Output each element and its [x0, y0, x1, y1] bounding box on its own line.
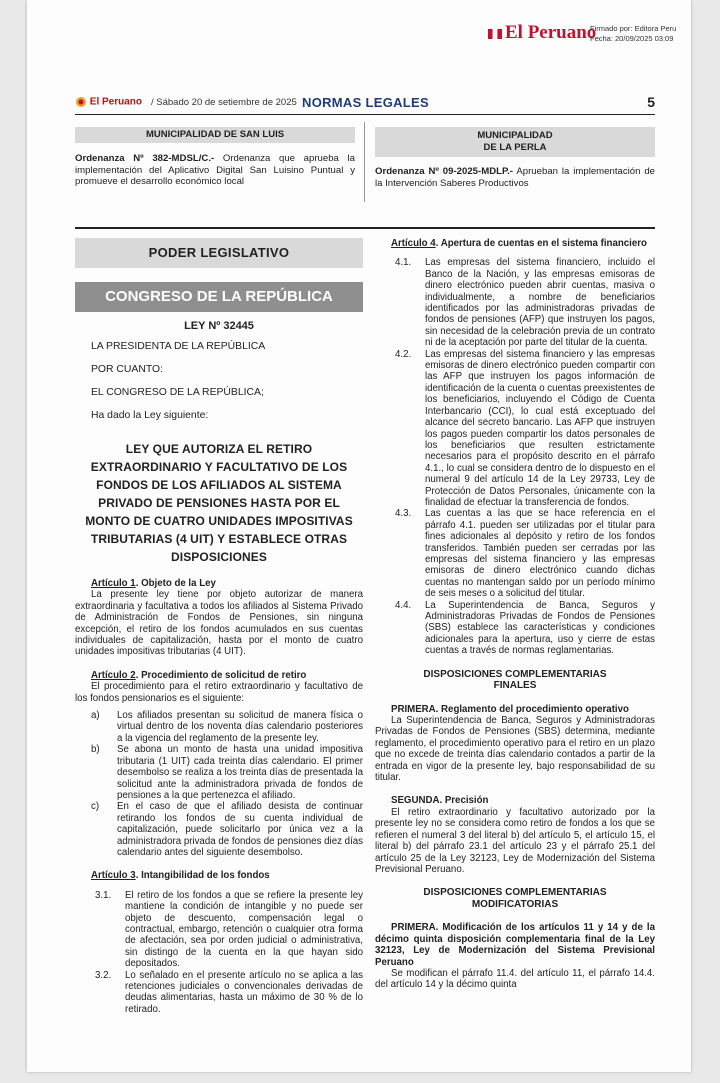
section-name: NORMAS LEGALES [302, 95, 429, 110]
article-2-list [75, 710, 363, 858]
run-logo-text: El Peruano [89, 96, 143, 108]
intro-presidenta: LA PRESIDENTA DE LA REPÚBLICA [91, 341, 266, 352]
modifying-provisions-header [375, 887, 655, 910]
article-4-label: Artículo 4 [391, 238, 436, 249]
list-item [75, 890, 363, 970]
article-3-list [75, 890, 363, 1015]
article-4-heading [375, 238, 655, 249]
intro-ha-dado: Ha dado la Ley siguiente: [91, 410, 209, 421]
intro-por-cuanto: POR CUANTO: [91, 364, 163, 375]
list-item-label: b) [91, 744, 100, 756]
ordinance-la-perla[interactable] [375, 166, 655, 189]
muni-san-luis-title: MUNICIPALIDAD DE SAN LUIS [75, 127, 355, 143]
article-1-text: La presente ley tiene por objeto autorizar de manera extraordinaria y facultativa a todos los afiliados al Sistema Privado de Administración de Fondos de Pensiones, sin ninguna excepción, el retiro de los fondos acumulados en sus cuentas individuales de capitalización, hasta por el monto de cuatro unidades impositivas tributarias (4 UIT). [75, 589, 363, 658]
ordinance-la-perla-text: Aprueban la implementación de la Intervención Saberes Productivos [375, 166, 655, 189]
article-1-label: Artículo 1 [91, 578, 136, 589]
article-3 [75, 870, 363, 1015]
article-1 [75, 578, 363, 658]
article-4-list [375, 257, 655, 656]
list-item-label: 4.4. [395, 599, 412, 611]
brand-name: El Peruano [505, 22, 597, 43]
sign-date: Fecha: 20/09/2025 03:09 [590, 34, 674, 43]
list-item [375, 508, 655, 599]
congreso-header: CONGRESO DE LA REPÚBLICA [75, 282, 363, 312]
poder-legislativo-header: PODER LEGISLATIVO [75, 238, 363, 268]
column-divider [364, 122, 365, 202]
final-provisions-header [375, 669, 655, 692]
article-1-title: . Objeto de la Ley [135, 578, 216, 589]
list-item-text: Lo señalado en el presente artículo no se aplica a las retenciones judiciales o convencionales derivadas de deudas alimentarias, hasta un máximo de 30 % de lo retirado. [125, 969, 363, 1015]
article-3-title: . Intangibilidad de los fondos [135, 870, 270, 882]
law-number: LEY Nº 32445 [184, 320, 254, 332]
article-1-heading [75, 578, 363, 589]
list-item-text: Se abona un monto de hasta una unidad impositiva tributaria (1 UIT) cada treinta días calendario. El primer desembolso se realiza a los treinta días de presentada la solicitud ante la administradora privada de fondos de pensiones a la que pertenezca el afiliado. [117, 744, 363, 801]
primera-text: La Superintendencia de Banca, Seguros y Administradoras Privadas de Fondos de Pensiones (SBS) determina, mediante reglamento, el procedimiento operativo para el retiro en un plazo que no excede de treinta días calendario contados a partir de la entrada en vigor de la presente ley, bajo responsabilidad de su titular. [375, 715, 655, 784]
ordinance-san-luis-label: Ordenanza Nº 382-MDSL/C.- [75, 153, 215, 164]
segunda-text: El retiro extraordinario y facultativo autorizado por la presente ley no se considera como retiro de fondos a los que se refieren el numeral 3 del literal b) del artículo 5, el artículo 15, el literal b) del párrafo 23.1 del artículo 23 y el párrafo 25.1 del artículo 25 de la Ley 32123, Ley de Modernización del Sistema Previsional Peruano. [375, 806, 655, 875]
list-item [75, 801, 363, 858]
left-column [75, 238, 363, 1015]
run-date: / Sábado 20 de setiembre de 2025 [151, 97, 297, 108]
mod-header-line2: MODIFICATORIAS [471, 898, 559, 910]
signature-strip [27, 0, 691, 62]
muni-la-perla-line2: DE LA PERLA [483, 142, 547, 153]
list-item [375, 600, 655, 657]
article-2-label: Artículo 2 [91, 669, 136, 681]
list-item [75, 970, 363, 1016]
mod-header-line1: DISPOSICIONES COMPLEMENTARIAS [423, 887, 607, 899]
law-title: LEY QUE AUTORIZA EL RETIRO EXTRAORDINARIO Y FACULTATIVO DE LOS FONDOS DE LOS AFILIADOS AL SISTEMA PRIVADO DE PENSIONES HASTA POR EL MONTO DE CUATRO UNIDADES IMPOSITIVAS TRIBUTARIAS (4 UIT) Y ESTABLECE OTRAS DISPOSICIONES [85, 442, 353, 564]
primera-title: PRIMERA. Reglamento del procedimiento operativo [391, 703, 629, 715]
coat-of-arms-icon [75, 96, 87, 108]
list-item-label: a) [91, 710, 100, 722]
ordinance-san-luis-text: Ordenanza que aprueba la implementación del Aplicativo Digital San Luisino Puntual y promueve el desarrollo económico local [75, 153, 355, 187]
running-header [75, 92, 655, 115]
article-3-label: Artículo 3 [91, 870, 136, 882]
list-item-label: c) [91, 801, 100, 813]
article-4-title: . Apertura de cuentas en el sistema financiero [435, 238, 647, 249]
muni-la-perla-line1: MUNICIPALIDAD [477, 130, 553, 141]
final-header-line1: DISPOSICIONES COMPLEMENTARIAS [423, 668, 607, 680]
ordinance-la-perla-label: Ordenanza Nº 09-2025-MDLP.- [375, 166, 514, 177]
page-number: 5 [647, 94, 655, 110]
list-item-text: En el caso de que el afiliado desista de continuar retirando los fondos de su cuenta individual de capitalización, puede solicitarlo por única vez a la administradora privada de fondos de pensiones diez días calendario antes del siguiente desembolso. [117, 801, 363, 858]
list-item-text: Las cuentas a las que se hace referencia en el párrafo 4.1. pueden ser utilizadas por el titular para fines adicionales al depósito y retiro de los fondos transferidos. También pueden ser cerradas por las empresas del sistema financiero y las empresas emisoras de dinero electrónico cuando dichas cuentas no mantengan saldo por un período mínimo de seis meses o a solicitud del titular. [425, 508, 655, 600]
list-item [375, 349, 655, 509]
section-divider [75, 227, 655, 229]
muni-la-perla-title [375, 127, 655, 157]
right-column [375, 238, 655, 991]
final-header-line2: FINALES [493, 680, 537, 692]
signature-info [590, 24, 676, 44]
list-item-text: Los afiliados presentan su solicitud de manera física o virtual dentro de los noventa días calendario posteriores a la vigencia del reglamento de la presente ley. [117, 710, 363, 744]
article-2 [75, 670, 363, 859]
list-item-text: El retiro de los fondos a que se refiere la presente ley mantiene la condición de intangible y no puede ser objeto de descuento, compensación legal o contractual, embargo, retención o cualquier otra forma de afectación, sea por orden judicial o administrativa, sin distingo de la cuenta en la que hayan sido depositados. [125, 889, 363, 970]
list-item [75, 744, 363, 801]
list-item-label: 3.1. [95, 889, 112, 901]
list-item-label: 4.3. [395, 508, 412, 520]
signed-by: Firmado por: Editora Peru [590, 24, 677, 33]
article-3-heading [75, 870, 363, 881]
article-2-title: . Procedimiento de solicitud de retiro [135, 669, 307, 681]
ordinance-san-luis[interactable] [75, 153, 355, 188]
segunda-title: SEGUNDA. Precisión [391, 795, 489, 807]
intro-congreso: EL CONGRESO DE LA REPÚBLICA; [91, 387, 264, 398]
list-item-label: 4.2. [395, 348, 412, 360]
list-item [375, 257, 655, 348]
run-logo [75, 96, 142, 108]
list-item-text: Las empresas del sistema financiero y las empresas emisoras de dinero electrónico pueden compartir con las AFP que instruyen los pagos información de identificación de la cuenta o cuentas preexistentes de los beneficiarios, incluyendo el Código de Cuenta Interbancario (CCI), lo cual está exceptuado del alcance del secreto bancario. Las AFP que instruyen los pagos pueden compartir los datos personales de los beneficiarios que resulten estrictamente necesarios para el propósito descrito en el párrafo 4.1., lo cual se considera dentro de lo dispuesto en el numeral 9 del artículo 14 de la Ley 29733, Ley de Protección de Datos Personales, únicamente con la finalidad de efectuar la transferencia de fondos. [425, 348, 655, 508]
list-item [75, 710, 363, 744]
article-2-heading [75, 670, 363, 681]
list-item-label: 4.1. [395, 257, 412, 269]
brand-logo [488, 22, 596, 44]
list-item-text: Las empresas del sistema financiero, incluido el Banco de la Nación, y las empresas emisoras de dinero electrónico pueden abrir cuentas, masiva o individualmente, a nombre de beneficiarios identificados por las administradoras privadas de fondos de pensiones (AFP) que instruyen los pagos, sin necesidad de la celebración previa de un contrato ni de la aceptación por parte del titular de la cuenta. [425, 257, 655, 349]
list-item-label: 3.2. [95, 969, 112, 981]
flag-icon [488, 29, 502, 39]
mod-primera-text: Se modifican el párrafo 11.4. del artículo 11, el párrafo 14.4. del artículo 14 y la décimo quinta [375, 967, 655, 991]
article-2-text: El procedimiento para el retiro extraordinario y facultativo de los fondos pensionarios es el siguiente: [75, 681, 363, 704]
mod-primera-title: PRIMERA. Modificación de los artículos 11 y 14 y de la décimo quinta disposición complementaria final de la Ley 32123, Ley de Modernización del Sistema Previsional Peruano [375, 922, 655, 968]
list-item-text: La Superintendencia de Banca, Seguros y Administradoras Privadas de Fondos de Pensiones (SBS) establece las características y condiciones adicionales para la apertura, uso y cierre de estas cuentas a través de normas reglamentarias. [425, 599, 655, 657]
newspaper-page [27, 0, 691, 1072]
